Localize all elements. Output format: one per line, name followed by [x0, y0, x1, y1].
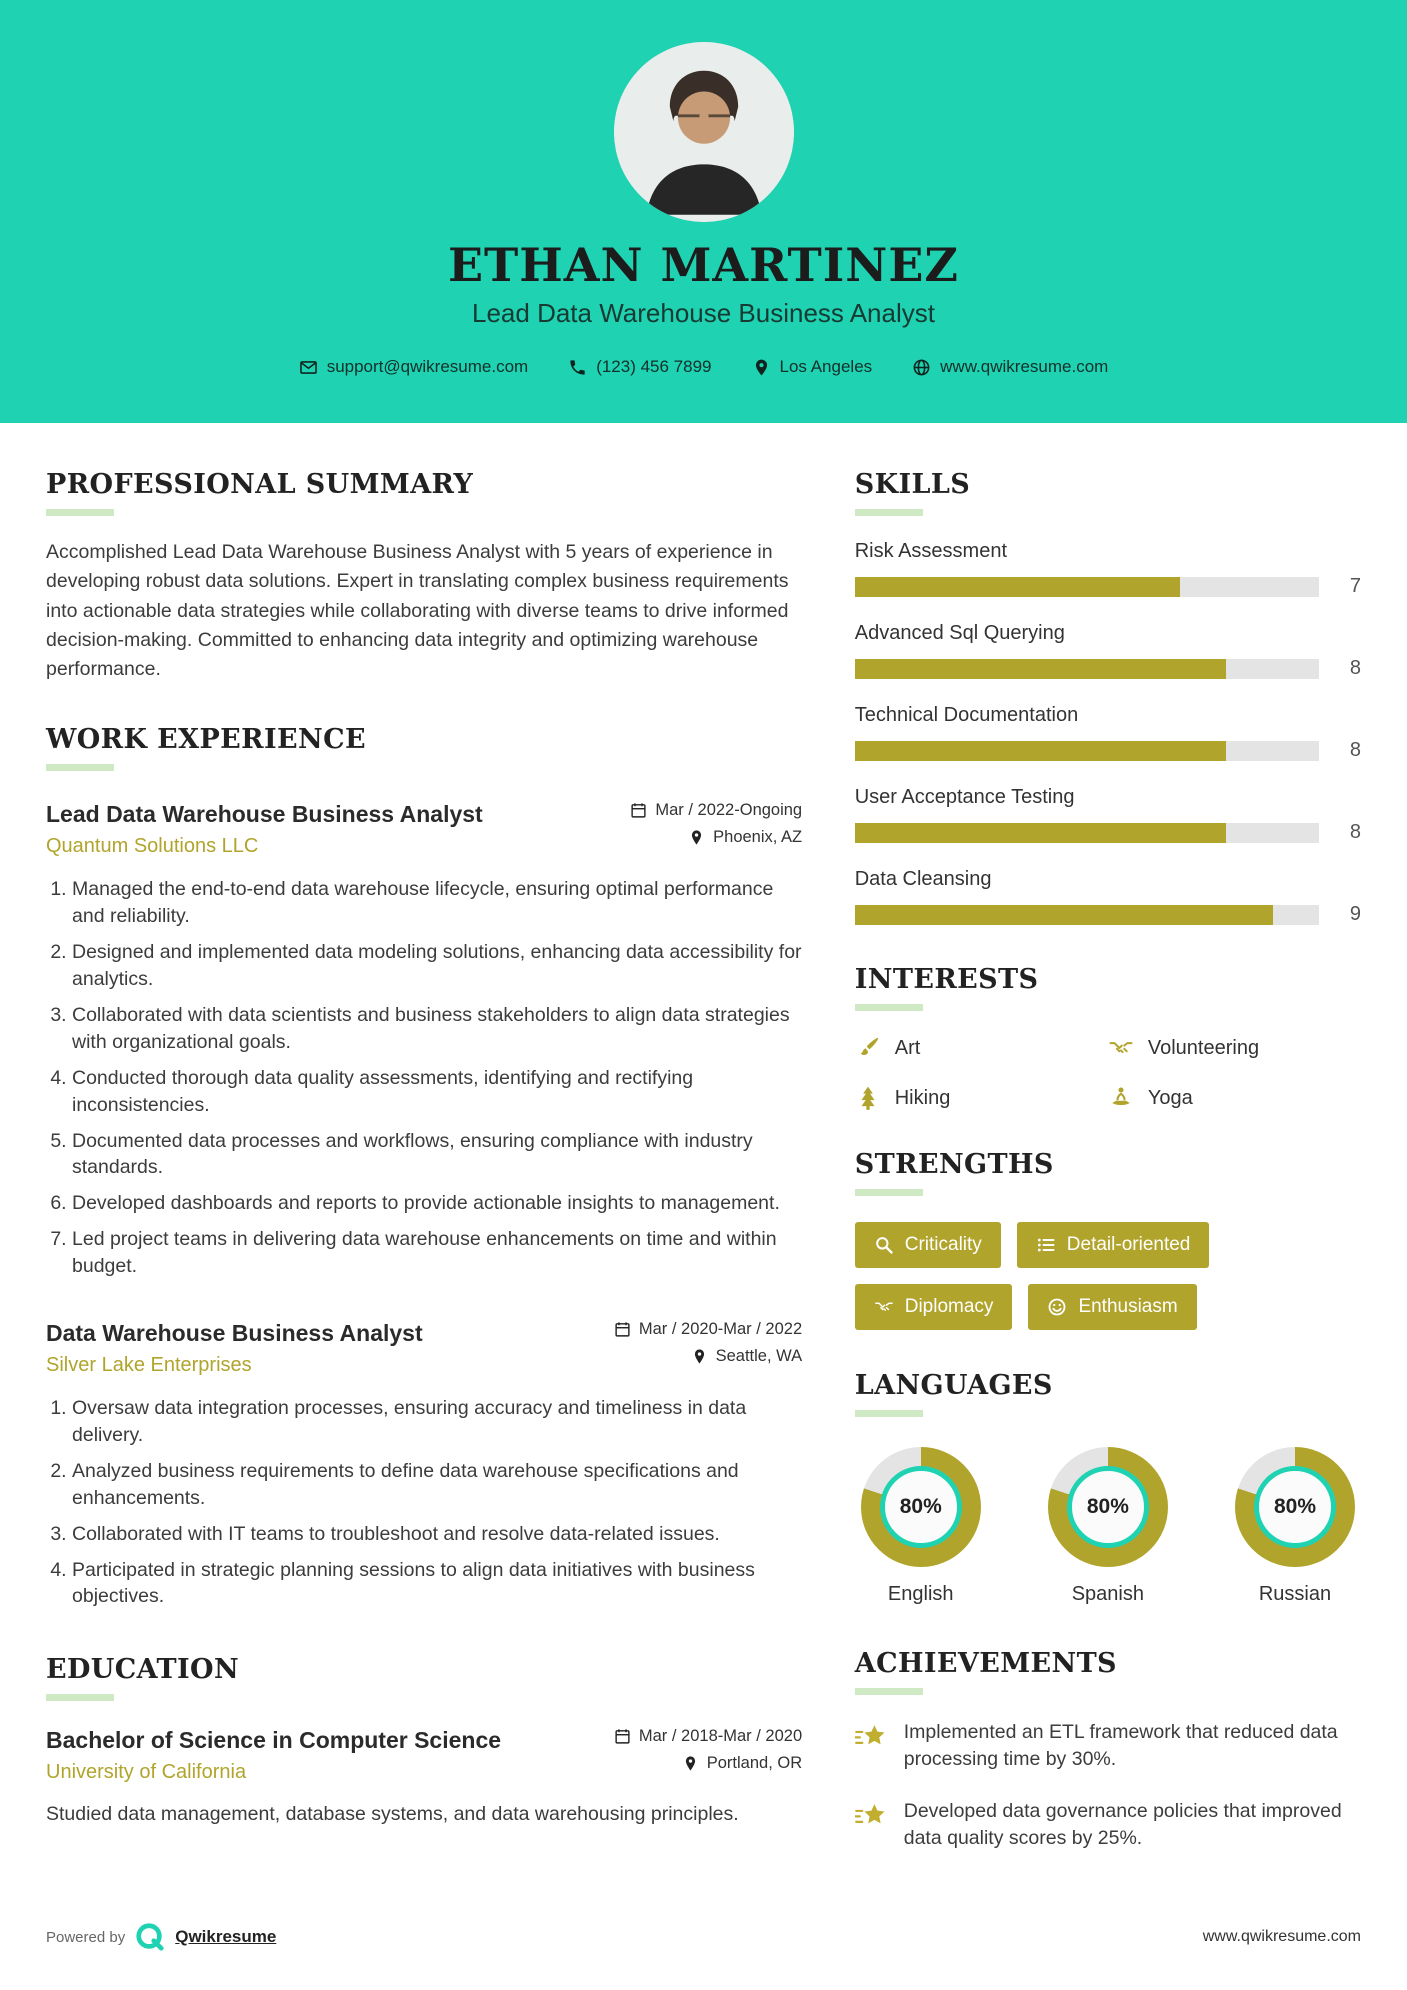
skills-section: [855, 469, 1361, 926]
skill-bar-fill: [855, 741, 1226, 761]
language-percent: 80%: [880, 1466, 962, 1548]
skill-score: 8: [1349, 821, 1361, 843]
job-company: Quantum Solutions LLC: [46, 835, 259, 858]
strength-badge: [1017, 1222, 1210, 1268]
skill-item: [855, 786, 1361, 844]
strength-label: Enthusiasm: [1078, 1296, 1178, 1317]
contact-email-text: support@qwikresume.com: [326, 357, 529, 376]
summary-text: Accomplished Lead Data Warehouse Business Analyst with 5 years of experience in developing robust data solutions. Expert in translating complex business requirements into actionable data strategies while collaborating with diverse teams to drive informed decision-making. Committed to enhancing data integrity and optimizing warehouse performance.: [46, 541, 789, 680]
job-header: [46, 801, 802, 858]
contact-website[interactable]: [912, 357, 1108, 377]
calendar-icon: [630, 802, 647, 819]
contact-phone-text: (123) 456 7899: [596, 357, 712, 376]
job-title-company: [46, 801, 483, 858]
interests-grid: [855, 1035, 1361, 1111]
language-item: [1048, 1447, 1168, 1606]
candidate-title: Lead Data Warehouse Business Analyst: [472, 298, 935, 328]
qwikresume-logo-icon: [135, 1922, 165, 1952]
globe-icon: [912, 358, 931, 377]
skill-bar-row: [855, 903, 1361, 926]
job-title: Data Warehouse Business Analyst: [46, 1320, 423, 1347]
skill-name: User Acceptance Testing: [854, 786, 1075, 808]
skill-bar-row: [855, 739, 1361, 762]
job-entry: [46, 1320, 802, 1610]
header: [0, 0, 1407, 423]
left-column: [46, 469, 802, 1829]
contact-email[interactable]: [299, 357, 529, 377]
summary-heading: PROFESSIONAL SUMMARY: [46, 469, 802, 516]
education-dates-text: Mar / 2018-Mar / 2020: [638, 1727, 803, 1746]
contact-location-text: Los Angeles: [779, 357, 873, 376]
job-bullet: 4. Participated in strategic planning sessions to align data initiatives with business objectives.: [72, 1557, 802, 1611]
contact-phone: [568, 357, 711, 377]
skill-bar-track: [855, 905, 1319, 925]
skill-item: [855, 622, 1361, 680]
strength-label: Detail-oriented: [1066, 1234, 1191, 1255]
education-degree-school: [46, 1727, 501, 1784]
skill-score: 9: [1349, 903, 1361, 925]
job-dates: [630, 801, 802, 820]
job-bullet: 2. Designed and implemented data modeling solutions, enhancing data accessibility for analytics.: [72, 939, 802, 993]
skill-score: 8: [1349, 739, 1361, 761]
star-achievement-icon: [855, 1800, 889, 1834]
language-name: English: [887, 1583, 954, 1605]
pine-tree-icon: [855, 1085, 881, 1111]
achievements-section: [855, 1648, 1361, 1852]
job-bullet-list: [46, 1395, 802, 1610]
skill-bar-fill: [855, 659, 1226, 679]
interest-item: [1108, 1035, 1361, 1061]
language-donut-chart: [1048, 1447, 1168, 1567]
languages-list: [855, 1447, 1361, 1606]
strength-label: Criticality: [904, 1234, 982, 1255]
job-dates-text: Mar / 2020-Mar / 2022: [638, 1320, 803, 1339]
summary-section: [46, 469, 802, 684]
achievements-heading: ACHIEVEMENTS: [855, 1648, 1361, 1695]
paintbrush-icon: [855, 1035, 881, 1061]
interest-item: [855, 1035, 1108, 1061]
skill-bar-row: [855, 575, 1361, 598]
strengths-heading: STRENGTHS: [855, 1149, 1361, 1196]
skill-score: 8: [1349, 657, 1361, 679]
job-bullet: 3. Collaborated with data scientists and business stakeholders to align data strategies with organizational goals.: [72, 1002, 802, 1056]
skill-bar-track: [855, 577, 1319, 597]
strengths-section: [855, 1149, 1361, 1330]
footer-website[interactable]: www.qwikresume.com: [1202, 1928, 1361, 1945]
strength-badge: [855, 1222, 1001, 1268]
skills-heading: SKILLS: [855, 469, 1361, 516]
education-header: [46, 1727, 802, 1784]
skill-name: Data Cleansing: [854, 868, 992, 890]
job-bullet: 1. Oversaw data integration processes, ensuring accuracy and timeliness in data delivery.: [72, 1395, 802, 1449]
phone-icon: [568, 358, 587, 377]
skill-bar-track: [855, 659, 1319, 679]
education-section: [46, 1654, 802, 1828]
achievement-item: [855, 1798, 1361, 1853]
contact-row: [20, 357, 1387, 377]
job-location-text: Seattle, WA: [715, 1347, 803, 1366]
job-meta: [630, 801, 802, 847]
calendar-icon: [614, 1321, 631, 1338]
contact-website-text: www.qwikresume.com: [940, 357, 1109, 376]
job-dates: [614, 1320, 802, 1339]
powered-by-label: Powered by: [46, 1928, 126, 1946]
yoga-icon: [1108, 1085, 1134, 1111]
interest-item: [855, 1085, 1108, 1111]
skill-bar-fill: [855, 823, 1226, 843]
skill-item: [855, 704, 1361, 762]
language-name: Spanish: [1071, 1583, 1144, 1605]
job-bullet: 6. Developed dashboards and reports to provide actionable insights to management.: [72, 1190, 802, 1217]
job-bullet: 1. Managed the end-to-end data warehouse lifecycle, ensuring optimal performance and reliability.: [72, 876, 802, 930]
language-donut-chart: [861, 1447, 981, 1567]
strength-label: Diplomacy: [904, 1296, 994, 1317]
education-heading: EDUCATION: [46, 1654, 802, 1701]
education-dates: [614, 1727, 802, 1746]
location-pin-icon: [752, 358, 771, 377]
footer: [0, 1888, 1407, 1990]
work-experience-section: [46, 724, 802, 1610]
list-icon: [1036, 1235, 1056, 1255]
right-column: [855, 469, 1361, 1852]
languages-heading: LANGUAGES: [855, 1370, 1361, 1417]
education-location: [682, 1754, 802, 1773]
job-bullet: 3. Collaborated with IT teams to troubleshoot and resolve data-related issues.: [72, 1521, 802, 1548]
language-donut-chart: [1235, 1447, 1355, 1567]
job-entry: [46, 801, 802, 1280]
skill-name: Technical Documentation: [854, 704, 1079, 726]
footer-brand: [46, 1922, 276, 1952]
strength-badge: [1028, 1284, 1196, 1330]
interests-section: [855, 964, 1361, 1111]
job-dates-text: Mar / 2022-Ongoing: [655, 801, 803, 820]
languages-section: [855, 1370, 1361, 1606]
email-icon: [299, 358, 318, 377]
interest-item: [1108, 1085, 1361, 1111]
job-bullet: 2. Analyzed business requirements to define data warehouse specifications and enhancements.: [72, 1458, 802, 1512]
job-title: Lead Data Warehouse Business Analyst: [46, 801, 483, 828]
smiley-icon: [1047, 1297, 1067, 1317]
skill-score: 7: [1349, 575, 1361, 597]
skill-bar-fill: [855, 577, 1180, 597]
education-school: University of California: [46, 1761, 247, 1784]
interests-heading: INTERESTS: [855, 964, 1361, 1011]
content: [0, 423, 1407, 1888]
job-bullet-list: [46, 876, 802, 1280]
job-bullet: 5. Documented data processes and workflows, ensuring compliance with industry standards.: [72, 1128, 802, 1182]
language-item: [1235, 1447, 1355, 1606]
skill-item: [855, 868, 1361, 926]
job-location: [688, 828, 802, 847]
language-item: [861, 1447, 981, 1606]
job-bullet: 4. Conducted thorough data quality assessments, identifying and rectifying inconsistencies.: [72, 1065, 802, 1119]
interest-label: Art: [894, 1036, 921, 1059]
calendar-icon: [614, 1728, 631, 1745]
language-percent: 80%: [1067, 1466, 1149, 1548]
skill-name: Advanced Sql Querying: [854, 622, 1065, 644]
skill-bar-track: [855, 823, 1319, 843]
skill-bar-row: [855, 821, 1361, 844]
interest-label: Hiking: [894, 1086, 951, 1109]
handshake-icon: [874, 1297, 894, 1317]
star-achievement-icon: [855, 1721, 889, 1755]
language-name: Russian: [1258, 1583, 1332, 1605]
education-degree: Bachelor of Science in Computer Science: [46, 1727, 502, 1754]
candidate-name: ETHAN MARTINEZ: [448, 238, 959, 292]
education-location-text: Portland, OR: [706, 1754, 803, 1773]
job-company: Silver Lake Enterprises: [46, 1354, 252, 1377]
handshake-icon: [1108, 1035, 1134, 1061]
language-percent: 80%: [1254, 1466, 1336, 1548]
avatar-photo: [614, 42, 794, 222]
job-location-text: Phoenix, AZ: [713, 828, 803, 847]
job-title-company: [46, 1320, 423, 1377]
achievement-item: [855, 1719, 1361, 1774]
avatar: [614, 42, 794, 222]
magnifier-icon: [874, 1235, 894, 1255]
job-meta: [614, 1320, 802, 1366]
qwikresume-brand-link[interactable]: Qwikresume: [175, 1927, 277, 1946]
skill-bar-fill: [855, 905, 1273, 925]
strength-badge: [855, 1284, 1013, 1330]
skill-item: [855, 540, 1361, 598]
achievement-text: Implemented an ETL framework that reduced data processing time by 30%.: [903, 1721, 1338, 1771]
work-experience-heading: WORK EXPERIENCE: [46, 724, 802, 771]
job-location: [691, 1347, 803, 1366]
education-description: Studied data management, database systems, and data warehousing principles.: [46, 1803, 739, 1826]
location-pin-icon: [691, 1348, 708, 1365]
job-header: [46, 1320, 802, 1377]
strengths-list: [855, 1222, 1361, 1330]
achievement-text: Developed data governance policies that improved data quality scores by 25%.: [903, 1799, 1342, 1849]
skill-name: Risk Assessment: [854, 540, 1007, 562]
location-pin-icon: [688, 829, 705, 846]
job-bullet: 7. Led project teams in delivering data warehouse enhancements on time and within budget.: [72, 1226, 802, 1280]
skill-bar-row: [855, 657, 1361, 680]
location-pin-icon: [682, 1755, 699, 1772]
interest-label: Volunteering: [1147, 1036, 1260, 1059]
skill-bar-track: [855, 741, 1319, 761]
interest-label: Yoga: [1147, 1086, 1193, 1109]
contact-location: [752, 357, 873, 377]
education-meta: [614, 1727, 802, 1773]
